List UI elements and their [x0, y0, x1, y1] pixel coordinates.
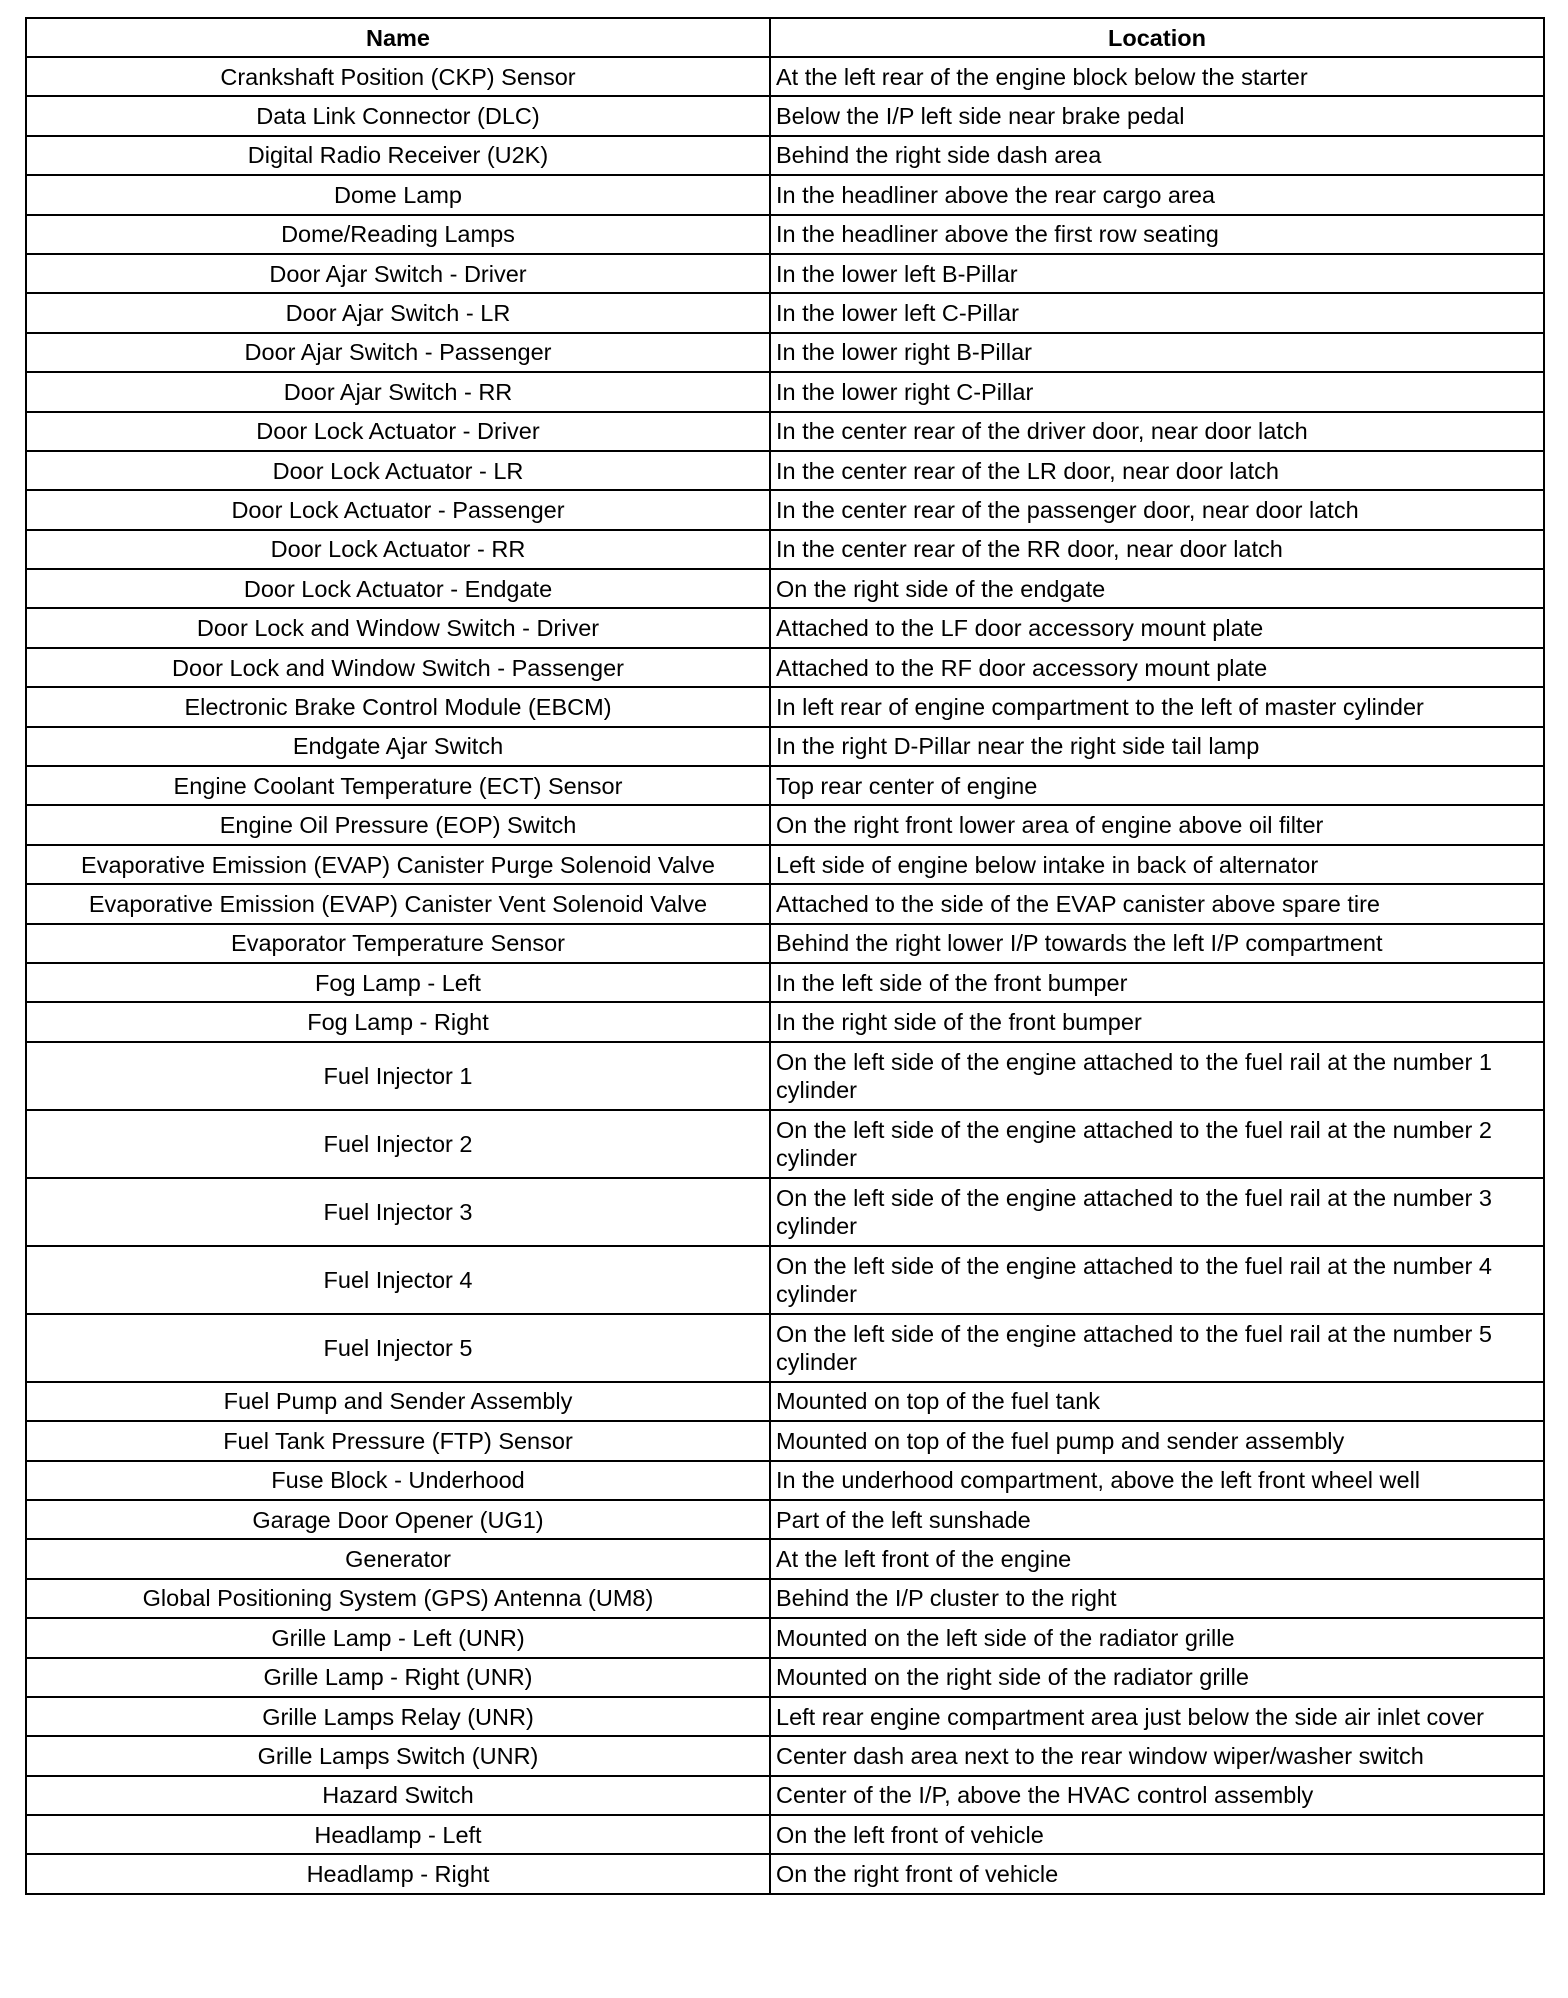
component-location-cell: Mounted on top of the fuel pump and sender assembly — [770, 1421, 1544, 1460]
component-name-cell: Fuse Block - Underhood — [26, 1461, 770, 1500]
component-name-cell: Fuel Injector 5 — [26, 1314, 770, 1382]
table-row — [26, 687, 1544, 726]
component-name-cell: Door Ajar Switch - LR — [26, 293, 770, 332]
table-row — [26, 372, 1544, 411]
component-location-cell: In the center rear of the LR door, near door latch — [770, 451, 1544, 490]
component-name-cell: Fuel Injector 4 — [26, 1246, 770, 1314]
component-name-cell: Generator — [26, 1539, 770, 1578]
component-location-cell: On the right side of the endgate — [770, 569, 1544, 608]
table-row — [26, 1246, 1544, 1314]
component-location-cell: In left rear of engine compartment to the left of master cylinder — [770, 687, 1544, 726]
component-location-cell: Below the I/P left side near brake pedal — [770, 96, 1544, 135]
component-name-cell: Grille Lamp - Left (UNR) — [26, 1618, 770, 1657]
component-name-cell: Hazard Switch — [26, 1776, 770, 1815]
name-column-header: Name — [26, 18, 770, 57]
component-location-cell: Top rear center of engine — [770, 766, 1544, 805]
component-location-cell: In the lower right B-Pillar — [770, 333, 1544, 372]
component-location-cell: On the left front of vehicle — [770, 1815, 1544, 1854]
component-name-cell: Engine Coolant Temperature (ECT) Sensor — [26, 766, 770, 805]
component-name-cell: Evaporative Emission (EVAP) Canister Vent Solenoid Valve — [26, 884, 770, 923]
component-location-cell: Part of the left sunshade — [770, 1500, 1544, 1539]
component-location-cell: In the lower left C-Pillar — [770, 293, 1544, 332]
component-name-cell: Door Lock and Window Switch - Driver — [26, 608, 770, 647]
table-row — [26, 648, 1544, 687]
component-name-cell: Grille Lamps Switch (UNR) — [26, 1736, 770, 1775]
component-location-cell: In the center rear of the passenger door, near door latch — [770, 490, 1544, 529]
table-row — [26, 333, 1544, 372]
component-name-cell: Crankshaft Position (CKP) Sensor — [26, 57, 770, 96]
table-row — [26, 766, 1544, 805]
component-location-cell: On the left side of the engine attached to the fuel rail at the number 3 cylinder — [770, 1178, 1544, 1246]
component-location-cell: Left rear engine compartment area just below the side air inlet cover — [770, 1697, 1544, 1736]
component-location-cell: In the lower right C-Pillar — [770, 372, 1544, 411]
table-row — [26, 569, 1544, 608]
component-location-cell: Attached to the LF door accessory mount plate — [770, 608, 1544, 647]
component-name-cell: Data Link Connector (DLC) — [26, 96, 770, 135]
table-row — [26, 412, 1544, 451]
component-location-cell: Mounted on the left side of the radiator grille — [770, 1618, 1544, 1657]
component-location-cell: In the center rear of the driver door, near door latch — [770, 412, 1544, 451]
component-name-cell: Dome Lamp — [26, 175, 770, 214]
component-location-cell: On the right front lower area of engine above oil filter — [770, 805, 1544, 844]
component-location-cell: Attached to the side of the EVAP canister above spare tire — [770, 884, 1544, 923]
table-row — [26, 57, 1544, 96]
table-row — [26, 1776, 1544, 1815]
component-name-cell: Door Lock Actuator - Endgate — [26, 569, 770, 608]
table-row — [26, 608, 1544, 647]
component-name-cell: Dome/Reading Lamps — [26, 215, 770, 254]
table-row — [26, 1110, 1544, 1178]
component-location-table — [25, 17, 1545, 1895]
component-location-cell: Behind the I/P cluster to the right — [770, 1579, 1544, 1618]
table-row — [26, 1002, 1544, 1041]
component-name-cell: Headlamp - Left — [26, 1815, 770, 1854]
component-name-cell: Fuel Tank Pressure (FTP) Sensor — [26, 1421, 770, 1460]
table-row — [26, 1314, 1544, 1382]
table-row — [26, 845, 1544, 884]
component-location-cell: On the left side of the engine attached to the fuel rail at the number 5 cylinder — [770, 1314, 1544, 1382]
component-location-cell: Behind the right lower I/P towards the left I/P compartment — [770, 924, 1544, 963]
component-location-cell: Attached to the RF door accessory mount plate — [770, 648, 1544, 687]
component-name-cell: Grille Lamp - Right (UNR) — [26, 1658, 770, 1697]
table-row — [26, 136, 1544, 175]
component-name-cell: Fuel Injector 1 — [26, 1042, 770, 1110]
component-name-cell: Door Lock Actuator - LR — [26, 451, 770, 490]
component-name-cell: Fuel Injector 3 — [26, 1178, 770, 1246]
component-name-cell: Door Lock Actuator - Driver — [26, 412, 770, 451]
table-row — [26, 1658, 1544, 1697]
component-name-cell: Global Positioning System (GPS) Antenna (UM8) — [26, 1579, 770, 1618]
table-row — [26, 490, 1544, 529]
component-location-cell: Center dash area next to the rear window wiper/washer switch — [770, 1736, 1544, 1775]
component-name-cell: Door Lock and Window Switch - Passenger — [26, 648, 770, 687]
component-name-cell: Fog Lamp - Right — [26, 1002, 770, 1041]
table-row — [26, 884, 1544, 923]
table-row — [26, 805, 1544, 844]
component-location-cell: On the left side of the engine attached to the fuel rail at the number 1 cylinder — [770, 1042, 1544, 1110]
component-name-cell: Fuel Pump and Sender Assembly — [26, 1382, 770, 1421]
table-row — [26, 451, 1544, 490]
component-location-cell: Left side of engine below intake in back of alternator — [770, 845, 1544, 884]
component-location-cell: Mounted on the right side of the radiator grille — [770, 1658, 1544, 1697]
component-name-cell: Door Ajar Switch - RR — [26, 372, 770, 411]
table-row — [26, 1461, 1544, 1500]
component-name-cell: Engine Oil Pressure (EOP) Switch — [26, 805, 770, 844]
component-location-cell: In the left side of the front bumper — [770, 963, 1544, 1002]
component-location-cell: At the left front of the engine — [770, 1539, 1544, 1578]
component-location-cell: In the underhood compartment, above the left front wheel well — [770, 1461, 1544, 1500]
table-row — [26, 175, 1544, 214]
table-header — [26, 18, 1544, 57]
table-row — [26, 215, 1544, 254]
table-row — [26, 254, 1544, 293]
table-row — [26, 1854, 1544, 1893]
table-body — [26, 57, 1544, 1894]
table-row — [26, 96, 1544, 135]
component-name-cell: Evaporative Emission (EVAP) Canister Purge Solenoid Valve — [26, 845, 770, 884]
component-name-cell: Grille Lamps Relay (UNR) — [26, 1697, 770, 1736]
component-location-cell: Behind the right side dash area — [770, 136, 1544, 175]
table-row — [26, 1500, 1544, 1539]
component-name-cell: Endgate Ajar Switch — [26, 727, 770, 766]
component-location-cell: In the right D-Pillar near the right side tail lamp — [770, 727, 1544, 766]
header-row — [26, 18, 1544, 57]
component-name-cell: Door Lock Actuator - RR — [26, 530, 770, 569]
table-row — [26, 530, 1544, 569]
component-location-cell: In the headliner above the first row seating — [770, 215, 1544, 254]
table-row — [26, 1815, 1544, 1854]
component-location-cell: In the center rear of the RR door, near door latch — [770, 530, 1544, 569]
table-row — [26, 727, 1544, 766]
table-row — [26, 1736, 1544, 1775]
component-name-cell: Garage Door Opener (UG1) — [26, 1500, 770, 1539]
table-row — [26, 1421, 1544, 1460]
component-location-cell: On the left side of the engine attached to the fuel rail at the number 4 cylinder — [770, 1246, 1544, 1314]
table-row — [26, 1697, 1544, 1736]
component-name-cell: Headlamp - Right — [26, 1854, 770, 1893]
table-row — [26, 293, 1544, 332]
component-name-cell: Electronic Brake Control Module (EBCM) — [26, 687, 770, 726]
component-name-cell: Door Ajar Switch - Driver — [26, 254, 770, 293]
component-name-cell: Fog Lamp - Left — [26, 963, 770, 1002]
table-row — [26, 924, 1544, 963]
table-row — [26, 1178, 1544, 1246]
component-name-cell: Door Ajar Switch - Passenger — [26, 333, 770, 372]
table-row — [26, 1382, 1544, 1421]
component-location-cell: Mounted on top of the fuel tank — [770, 1382, 1544, 1421]
component-name-cell: Fuel Injector 2 — [26, 1110, 770, 1178]
table-row — [26, 1579, 1544, 1618]
component-location-cell: On the right front of vehicle — [770, 1854, 1544, 1893]
table-row — [26, 1539, 1544, 1578]
component-name-cell: Digital Radio Receiver (U2K) — [26, 136, 770, 175]
component-name-cell: Door Lock Actuator - Passenger — [26, 490, 770, 529]
table-row — [26, 1042, 1544, 1110]
component-location-cell: Center of the I/P, above the HVAC control assembly — [770, 1776, 1544, 1815]
table-row — [26, 1618, 1544, 1657]
component-location-cell: On the left side of the engine attached to the fuel rail at the number 2 cylinder — [770, 1110, 1544, 1178]
component-location-cell: In the lower left B-Pillar — [770, 254, 1544, 293]
component-location-cell: In the headliner above the rear cargo area — [770, 175, 1544, 214]
component-location-cell: At the left rear of the engine block below the starter — [770, 57, 1544, 96]
component-location-cell: In the right side of the front bumper — [770, 1002, 1544, 1041]
component-name-cell: Evaporator Temperature Sensor — [26, 924, 770, 963]
table-row — [26, 963, 1544, 1002]
location-column-header: Location — [770, 18, 1544, 57]
